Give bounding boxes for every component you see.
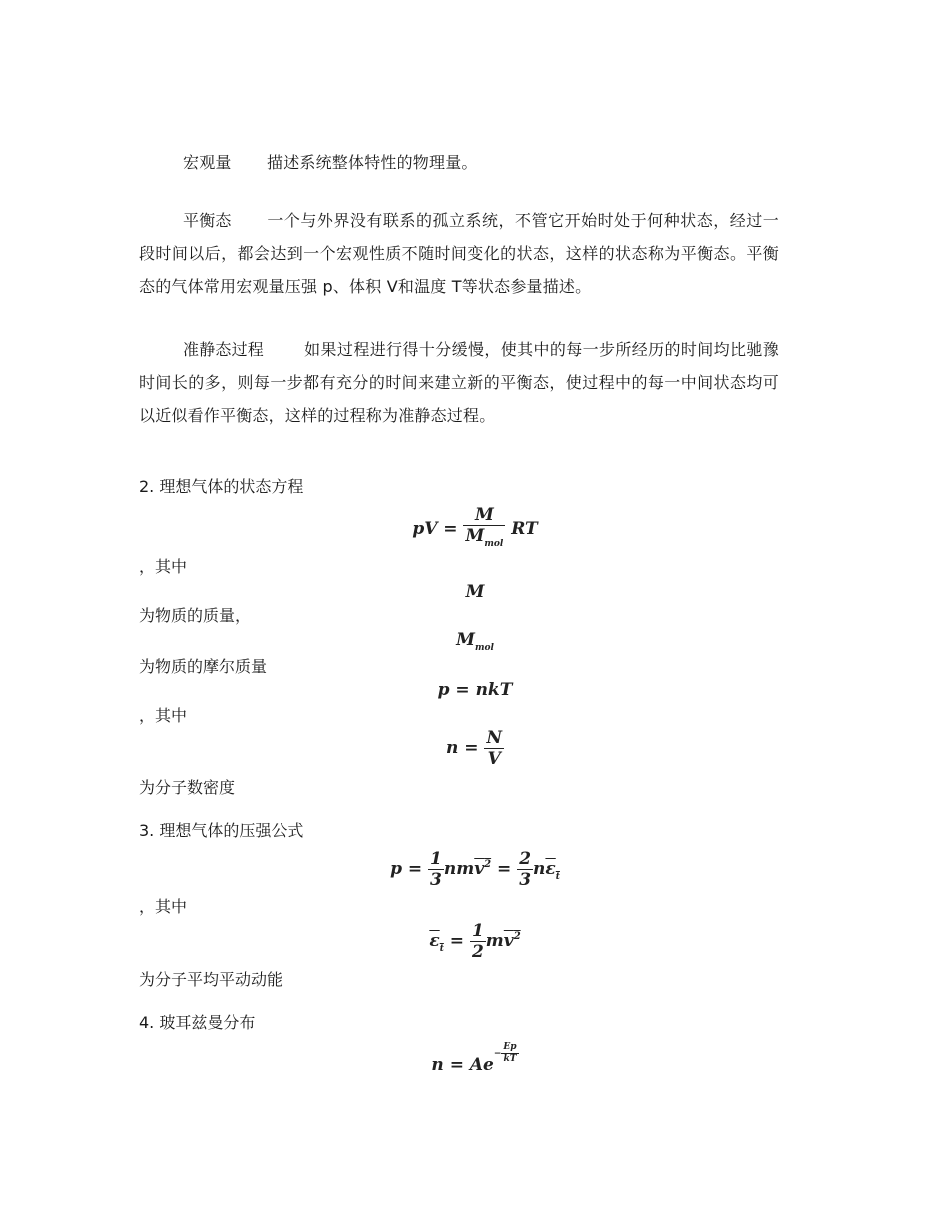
f6-fraction1 (428, 849, 444, 890)
f8-left: n = Ae (431, 1055, 494, 1075)
f1-den-sub: mol (484, 539, 504, 549)
formula-p-nkt: p = nkT (437, 680, 513, 700)
f7-eps: ε (429, 931, 440, 951)
f5-fraction (484, 728, 504, 769)
f6-v-bar (474, 859, 491, 879)
formula-pressure (0, 849, 950, 890)
f6-eps: ε (545, 859, 556, 879)
f6-v: v (474, 859, 485, 879)
def-macro (139, 146, 779, 179)
sec2-desc-n: 为分子数密度 (139, 778, 236, 797)
f8-num: Ep (503, 1042, 517, 1052)
f6-num2: 2 (519, 849, 532, 869)
f7-v-sq: 2 (513, 931, 521, 942)
f6-num1: 1 (430, 849, 442, 869)
formula-kinetic-energy (0, 921, 950, 962)
f1-den-symbol: M (465, 526, 485, 546)
def-quasistatic (139, 333, 779, 432)
f6-v-sq: 2 (484, 859, 492, 870)
f7-den: 2 (471, 942, 484, 962)
f7-eps-sub: t (439, 944, 444, 954)
f6-eps-bar (545, 859, 560, 882)
f6-n: n (533, 859, 546, 879)
f5-num: N (486, 728, 502, 748)
f8-fraction (501, 1042, 518, 1065)
f1-num: M (463, 505, 505, 526)
sec4-heading: 4. 玻耳兹曼分布 (139, 1013, 256, 1032)
def-eq-term: 平衡态 (183, 211, 232, 230)
sec3-desc-eps: 为分子平均平动动能 (139, 970, 284, 989)
sec2-desc-molar-mass: 为物质的摩尔质量 (139, 657, 268, 676)
f7-v-bar (504, 931, 521, 951)
f1-right: RT (511, 519, 538, 539)
sec3-heading: 3. 理想气体的压强公式 (139, 821, 304, 840)
def-macro-term: 宏观量 (183, 153, 232, 172)
f7-num: 1 (471, 921, 484, 941)
f7-m: m (485, 931, 504, 951)
sec2-heading: 2. 理想气体的状态方程 (139, 477, 304, 496)
sec2-desc-mass: 为物质的质量， (139, 606, 252, 625)
f3-symbol: M (456, 630, 475, 650)
f7-v: v (503, 931, 514, 951)
f7-fraction (470, 921, 486, 962)
f1-den (463, 526, 505, 554)
sec3-where: ，其中 (139, 897, 188, 916)
f6-fraction2 (517, 849, 533, 890)
f5-den: V (487, 749, 501, 769)
f1-fraction (463, 505, 505, 554)
f6-den2: 3 (519, 870, 532, 890)
f8-minus: − (493, 1049, 502, 1059)
f6-den1: 3 (430, 870, 442, 890)
f7-eps-bar (429, 931, 444, 954)
def-macro-desc: 描述系统整体特性的物理量。 (267, 153, 478, 172)
sec2-where1: ，其中 (139, 557, 188, 576)
f6-eq: = (497, 859, 512, 879)
formula-mass: M (465, 582, 485, 602)
f1-left: pV = (412, 519, 458, 539)
def-equilibrium (139, 204, 779, 303)
def-qs-desc: 如果过程进行得十分缓慢，使其中的每一步所经历的时间均比驰豫时间长的多，则每一步都有充分的时间来建立新的平衡态，使过程中的每一中间状态均可以近似看作平衡态，这样的过程称为准静态过程。 (139, 340, 779, 425)
f7-eq: = (449, 931, 465, 951)
f6-nm: nm (443, 859, 475, 879)
formula-molar-mass (0, 630, 950, 653)
formula-state-equation (0, 505, 950, 554)
formula-boltzmann (0, 1042, 950, 1075)
f6-left: p = (390, 859, 423, 879)
f6-eps-sub: t (555, 872, 560, 882)
f3-sub: mol (474, 643, 494, 653)
sec2-where2: ，其中 (139, 706, 188, 725)
f8-exponent (494, 1042, 519, 1065)
f5-left: n = (446, 738, 479, 758)
f8-den: kT (503, 1054, 517, 1064)
def-qs-term: 准静态过程 (183, 340, 265, 359)
formula-number-density (0, 728, 950, 769)
def-eq-desc: 一个与外界没有联系的孤立系统，不管它开始时处于何种状态，经过一段时间以后，都会达到一个宏观性质不随时间变化的状态，这样的状态称为平衡态。平衡态的气体常用宏观量压强 p、体积 V和温度 T等状态参量描述。 (139, 211, 779, 296)
